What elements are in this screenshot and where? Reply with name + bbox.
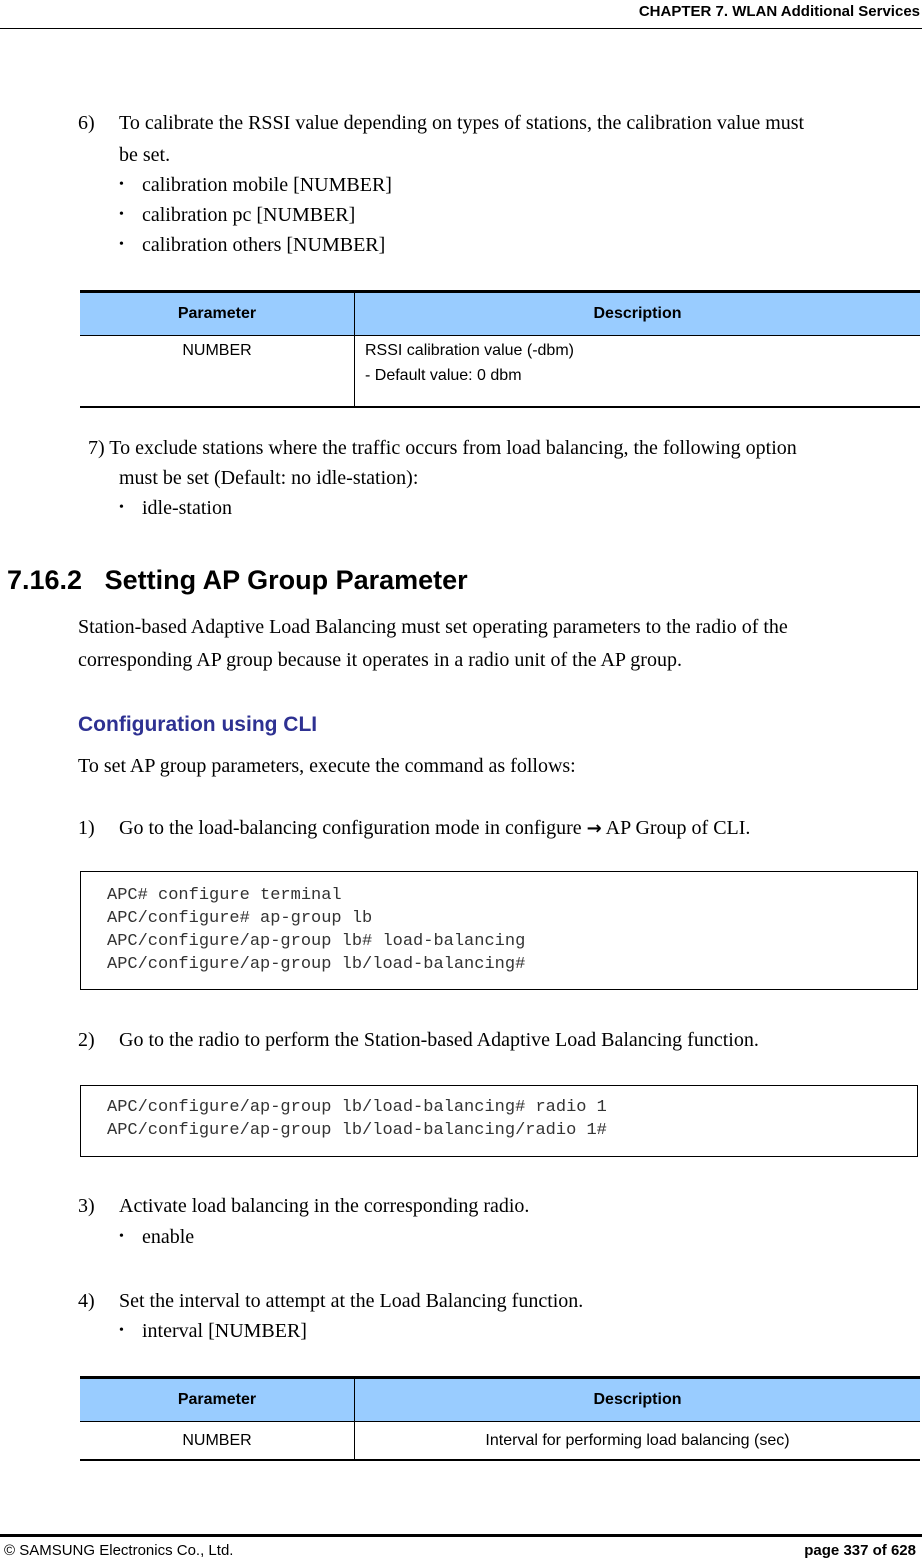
code-line: APC/configure/ap-group lb/load-balancing/radio 1# xyxy=(107,1121,607,1140)
chapter-title: CHAPTER 7. WLAN Additional Services xyxy=(638,3,920,20)
step-4-text: Set the interval to attempt at the Load Balancing function. xyxy=(119,1290,584,1312)
step-7-text-line2: must be set (Default: no idle-station): xyxy=(119,467,419,489)
table-header-parameter: Parameter xyxy=(80,292,355,336)
table-header-description: Description xyxy=(355,1378,921,1422)
bullet-icon: • xyxy=(119,500,124,515)
section-paragraph-line2: corresponding AP group because it operates in a radio unit of the AP group. xyxy=(78,649,682,671)
parameter-table-interval xyxy=(80,1376,920,1461)
table-cell-parameter: NUMBER xyxy=(80,1422,355,1461)
step-4-number: 4) xyxy=(78,1290,95,1312)
step-3-bullet: enable xyxy=(142,1226,195,1248)
table-row xyxy=(80,1422,920,1461)
step-3-number: 3) xyxy=(78,1195,95,1217)
bullet-icon: • xyxy=(119,237,124,252)
step-3-text: Activate load balancing in the corresponding radio. xyxy=(119,1195,530,1217)
step-2-text: Go to the radio to perform the Station-based Adaptive Load Balancing function. xyxy=(119,1029,759,1051)
table-header-parameter: Parameter xyxy=(80,1378,355,1422)
step-6-bullet-1: calibration mobile [NUMBER] xyxy=(142,174,392,196)
table-row xyxy=(80,336,920,408)
step-6-bullet-3: calibration others [NUMBER] xyxy=(142,234,386,256)
footer-rule xyxy=(0,1534,922,1537)
step-1-text-after: AP Group of CLI. xyxy=(601,817,751,839)
step-1-text-before: Go to the load-balancing configuration mode in configure xyxy=(119,817,587,839)
code-line: APC/configure# ap-group lb xyxy=(107,909,373,928)
code-line: APC# configure terminal xyxy=(107,886,342,905)
cli-intro: To set AP group parameters, execute the command as follows: xyxy=(78,755,576,777)
header-rule xyxy=(0,28,922,29)
step-7-bullet: idle-station xyxy=(142,497,232,519)
bullet-icon: • xyxy=(119,207,124,222)
table-header-description: Description xyxy=(355,292,921,336)
step-6-number: 6) xyxy=(78,112,95,134)
table-cell-description xyxy=(355,336,921,408)
section-paragraph-line1: Station-based Adaptive Load Balancing must set operating parameters to the radio of the xyxy=(78,616,788,638)
code-line: APC/configure/ap-group lb# load-balancing xyxy=(107,932,526,951)
section-heading: 7.16.2 Setting AP Group Parameter xyxy=(7,565,468,595)
step-2-number: 2) xyxy=(78,1029,95,1051)
description-line: RSSI calibration value (-dbm) xyxy=(365,342,574,359)
code-line: APC/configure/ap-group lb/load-balancing# xyxy=(107,955,526,974)
table-cell-description: Interval for performing load balancing (sec) xyxy=(355,1422,921,1461)
code-block-step-1 xyxy=(80,871,918,990)
description-line: - Default value: 0 dbm xyxy=(365,367,522,384)
footer-copyright: © SAMSUNG Electronics Co., Ltd. xyxy=(4,1542,234,1559)
bullet-icon: • xyxy=(119,177,124,192)
code-line: APC/configure/ap-group lb/load-balancing# radio 1 xyxy=(107,1098,607,1117)
step-6-text-line1: To calibrate the RSSI value depending on types of stations, the calibration value must xyxy=(119,112,805,134)
table-cell-parameter: NUMBER xyxy=(80,336,355,408)
step-6-text-line2: be set. xyxy=(119,144,171,166)
footer-page-number: page 337 of 628 xyxy=(804,1542,916,1559)
bullet-icon: • xyxy=(119,1323,124,1338)
code-block-step-2 xyxy=(80,1085,918,1157)
step-7-text-line1: 7) To exclude stations where the traffic occurs from load balancing, the following option xyxy=(88,437,797,459)
parameter-table-calibration xyxy=(80,290,920,408)
step-1-number: 1) xyxy=(78,817,95,839)
step-1-text xyxy=(119,816,750,841)
arrow-right-icon: → xyxy=(586,818,602,839)
bullet-icon: • xyxy=(119,1229,124,1244)
step-4-bullet: interval [NUMBER] xyxy=(142,1320,307,1342)
step-6-bullet-2: calibration pc [NUMBER] xyxy=(142,204,356,226)
subsection-heading: Configuration using CLI xyxy=(78,713,318,736)
